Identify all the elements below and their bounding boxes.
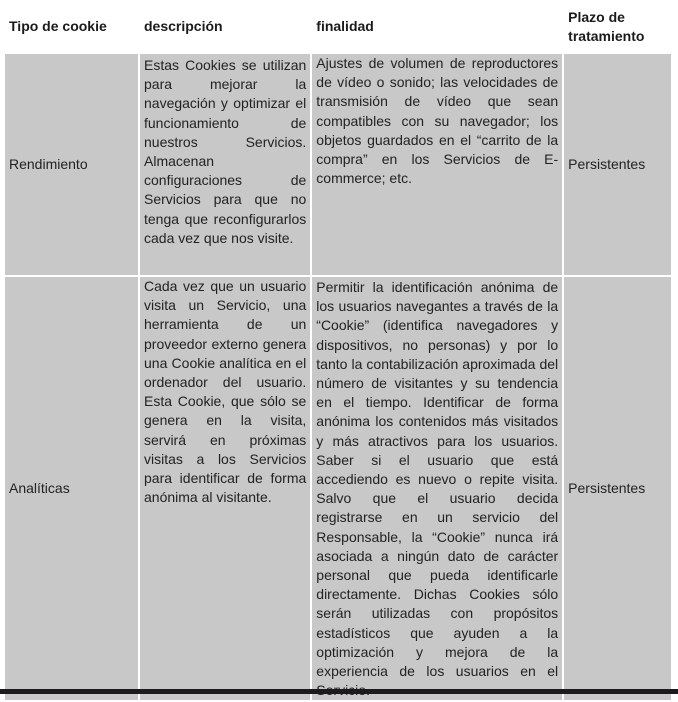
- cell-tipo: Analíticas: [5, 277, 138, 700]
- table-row: [5, 54, 671, 275]
- cookie-table: [3, 0, 673, 702]
- header-tipo-de-cookie: Tipo de cookie: [5, 2, 138, 52]
- header-plazo-de-tratamiento: Plazo de tratamiento: [564, 2, 671, 52]
- table-row: [5, 277, 671, 700]
- table-header-row: [5, 2, 671, 52]
- cell-descripcion: Cada vez que un usuario visita un Servicio, una herramienta de un proveedor externo genera una Cookie analítica en el ordenador del usuario. Esta Cookie, que sólo se genera en la visita, servirá en próximas visitas a los Servicios para identificar de forma anónima al visitante.: [140, 277, 310, 700]
- header-descripcion: descripción: [140, 2, 310, 52]
- cell-descripcion: Estas Cookies se utilizan para mejorar la navegación y optimizar el funcionamiento de nuestros Servicios. Almacenan configuraciones de Servicios para que no tenga que reconfigurarlos cada vez que nos visite.: [140, 54, 310, 275]
- cell-finalidad: Ajustes de volumen de reproductores de vídeo o sonido; las velocidades de transmisión de vídeo que sean compatibles con su navegador; los objetos guardados en el “carrito de la compra” en los Servicios de E-commerce; etc.: [312, 54, 562, 275]
- bottom-edge-bar: [0, 689, 678, 694]
- cell-finalidad: Permitir la identificación anónima de los usuarios navegantes a través de la “Cookie” (identifica navegadores y dispositivos, no personas) y por lo tanto la contabilización aproximada del número de visitantes y su tendencia en el tiempo. Identificar de forma anónima los contenidos más visitados y más atractivos para los usuarios. Saber si el usuario que está accediendo es nuevo o repite visita. Salvo que el usuario decida registrarse en un servicio del Responsable, la “Cookie” nunca irá asociada a ningún dato de carácter personal que pueda identificarle directamente. Dichas Cookies sólo serán utilizadas con propósitos estadísticos que ayuden a la optimización y mejora de la experiencia de los usuarios en el: [312, 277, 562, 700]
- cell-tipo: Rendimiento: [5, 54, 138, 275]
- header-finalidad: finalidad: [312, 2, 562, 52]
- cell-plazo: Persistentes: [564, 54, 671, 275]
- cell-plazo: Persistentes: [564, 277, 671, 700]
